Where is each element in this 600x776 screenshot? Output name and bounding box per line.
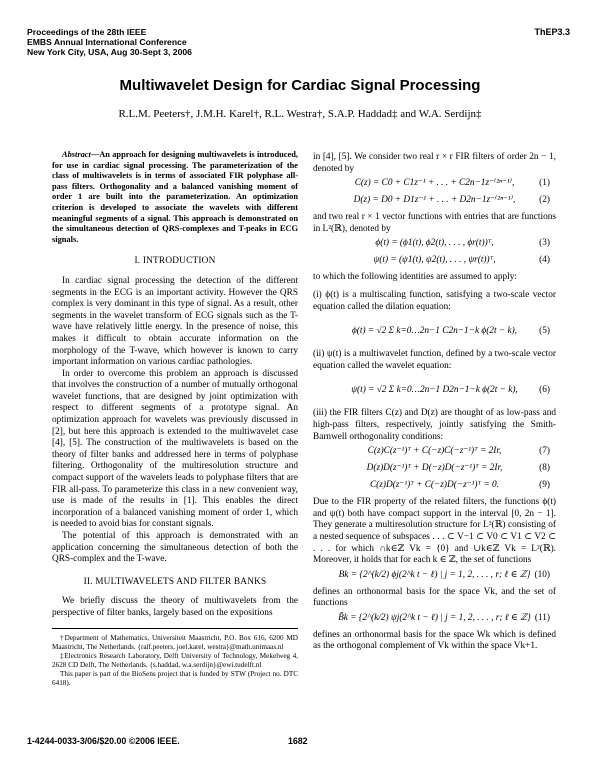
footnote-delft: ‡Electronics Research Laboratory, Delft University of Technology, Mekelweg 4, 2628 CD Delft, The Netherlands. {s.haddad, w.a.serdijn}@ewi.tudelft.nl bbox=[52, 651, 298, 669]
author-list: R.L.M. Peeters†, J.M.H. Karel†, R.L. Westra†, S.A.P. Haddad‡ and W.A. Serdijn‡ bbox=[118, 108, 482, 120]
equation-1-number: (1) bbox=[539, 178, 550, 189]
equation-7-body: C(z)C(z⁻¹)ᵀ + C(−z)C(−z⁻¹)ᵀ = 2Ir, bbox=[367, 446, 502, 457]
equation-7 bbox=[313, 446, 556, 460]
equation-2-number: (2) bbox=[539, 195, 550, 206]
footnotes bbox=[52, 628, 298, 688]
conference-header bbox=[27, 27, 192, 57]
equation-5-body: ϕ(t) = √2 Σ k=0…2n−1 C2n−1−k ϕ(2t − k), bbox=[351, 326, 518, 337]
isbn-copyright: 1-4244-0033-3/06/$20.00 ©2006 IEEE. bbox=[27, 736, 180, 746]
equation-11-body: B̃k = {2^(k/2) ψj(2^k t − ℓ) | j = 1, 2, . . . , r; ℓ ∈ ℤ} bbox=[338, 612, 531, 623]
right-text-6: (iii) the FIR filters C(z) and D(z) are thought of as low-pass and high-pass filters, respectively, jointly satisfying the Smith-Barnwell orthogonality conditions: bbox=[313, 408, 556, 442]
abstract-text: —An approach for designing multiwavelets is introduced, for use in cardiac signal processing. The parameterization of the class of multiwavelets is in terms of associated FIR polyphase all-pass filters. Orthogonality and a balanced vanishing moment of order 1 are built into the parameterization. An optimization criterion is developed to associate the wavelets with different meaningful segments of a signal. This approach is demonstrated on the simultaneous detection of QRS-complexes and T-peaks in ECG signals. bbox=[52, 150, 298, 244]
right-text-5: (ii) ψ(t) is a multiwavelet function, defined by a two-scale vector equation called the wavelet equation: bbox=[313, 349, 556, 371]
equation-11 bbox=[313, 613, 556, 627]
intro-heading: I. INTRODUCTION bbox=[134, 256, 216, 267]
equation-9-number: (9) bbox=[539, 480, 550, 491]
equation-10-number: (10) bbox=[534, 569, 550, 580]
equation-5 bbox=[313, 316, 556, 346]
intro-paragraph-3: The potential of this approach is demonstrated with an application concerning the simultaneous detection of both the QRS-complex and the T-wave. bbox=[52, 531, 298, 565]
session-code: ThEP3.3 bbox=[534, 27, 570, 37]
header-line-2: EMBS Annual International Conference bbox=[27, 37, 187, 47]
equation-4-body: ψ(t) = (ψ1(t), ψ2(t), . . . , ψr(t))ᵀ, bbox=[373, 255, 496, 266]
equation-1-body: C(z) = C0 + C1z⁻¹ + . . . + C2n−1z⁻⁽²ⁿ⁻¹⁾, bbox=[354, 178, 515, 189]
equation-4 bbox=[313, 255, 556, 269]
right-text-8: defines an orthonormal basis for the space Vk, and the set of functions bbox=[313, 586, 556, 609]
header-line-1: Proceedings of the 28th IEEE bbox=[27, 27, 147, 37]
right-column bbox=[313, 152, 556, 653]
right-text-9: defines an orthonormal basis for the space Wk which is defined as the orthogonal complement of Vk within the space Vk+1. bbox=[313, 629, 556, 652]
equation-4-number: (4) bbox=[539, 255, 550, 266]
abstract-label: Abstract bbox=[62, 150, 91, 159]
footnote-maastricht: †Department of Mathematics, Universiteit Maastricht, P.O. Box 616, 6200 MD Maastricht, The Netherlands. {ralf.peeters, joel.karel, westra}@math.unimaas.nl bbox=[52, 633, 298, 651]
equation-5-number: (5) bbox=[539, 326, 550, 337]
equation-7-number: (7) bbox=[539, 446, 550, 457]
equation-8-number: (8) bbox=[539, 463, 550, 474]
equation-6-number: (6) bbox=[539, 385, 550, 396]
equation-1 bbox=[313, 178, 556, 192]
equation-9 bbox=[313, 480, 556, 494]
multiwavelets-paragraph-1: We briefly discuss the theory of multiwavelets from the perspective of filter banks, largely based on the expositions bbox=[52, 596, 298, 618]
equation-2-body: D(z) = D0 + D1z⁻¹ + . . . + D2n−1z⁻⁽²ⁿ⁻¹⁾, bbox=[353, 195, 516, 206]
equation-9-body: C(z)D(z⁻¹)ᵀ + C(−z)D(−z⁻¹)ᵀ = 0. bbox=[369, 480, 499, 491]
equation-3 bbox=[313, 238, 556, 252]
right-text-2: and two real r × 1 vector functions with entries that are functions in L²(ℝ), denoted by bbox=[313, 212, 556, 234]
equation-6-body: ψ(t) = √2 Σ k=0…2n−1 D2n−1−k ϕ(2t − k), bbox=[351, 385, 518, 396]
right-text-7: Due to the FIR property of the related filters, the functions ϕ(t) and ψ(t) both have compact support in the interval [0, 2n − 1]. They generate a multiresolution structure for L²(ℝ) consisting of a nested sequence of subspaces . . . ⊂ V−1 ⊂ V0 ⊂ V1 ⊂ V2 ⊂ . . . for which ∩k∈ℤ Vk = {0} and ∪k∈ℤ Vk = L²(ℝ). Moreover, it holds that for each k ∈ ℤ, the set of functions bbox=[313, 497, 556, 566]
right-text-3: to which the following identities are assumed to apply: bbox=[313, 272, 517, 283]
equation-8 bbox=[313, 463, 556, 477]
equation-11-number: (11) bbox=[534, 612, 550, 623]
footnote-funding: This paper is part of the BioSens project that is funded by STW (Project no. DTC 6418). bbox=[52, 669, 298, 687]
equation-6 bbox=[313, 375, 556, 405]
paper-title: Multiwavelet Design for Cardiac Signal Processing bbox=[119, 77, 481, 94]
equation-10 bbox=[313, 570, 556, 584]
left-column bbox=[52, 150, 298, 688]
intro-paragraph-2: In order to overcome this problem an approach is discussed that involves the construction of a number of mutually orthogonal wavelet functions, that are designed by joint optimization with respect to different segments of a prototype signal. An optimization approach for wavelets was previously discussed in [2], but here this approach is extended to the multiwavelet case [4], [5]. The construction of the multiwavelets is based on the theory of filter banks and addressed here in terms of polyphase filtering. Orthogonality of the multiresolution structure and compact support of the wavelets leads to polyphase filters that are FIR all-pass. To parameterize this class in a new convenient way, use is made of the results in [1]. This enables the direct incorporation of a balanced vanishing moment of order 1, which is needed to avoid bias for constant signals. bbox=[52, 368, 298, 530]
header-line-3: New York City, USA, Aug 30-Sept 3, 2006 bbox=[27, 47, 192, 57]
equation-8-body: D(z)D(z⁻¹)ᵀ + D(−z)D(−z⁻¹)ᵀ = 2Ir, bbox=[366, 463, 503, 474]
abstract bbox=[52, 150, 298, 245]
equation-3-body: ϕ(t) = (ϕ1(t), ϕ2(t), . . . , ϕr(t))ᵀ, bbox=[375, 238, 494, 249]
right-text-4: (i) ϕ(t) is a multiscaling function, satisfying a two-scale vector equation called the dilation equation: bbox=[313, 289, 556, 312]
equation-10-body: Bk = {2^(k/2) ϕj(2^k t − ℓ) | j = 1, 2, . . . , r; ℓ ∈ ℤ} bbox=[338, 569, 531, 580]
page-number: 1682 bbox=[288, 736, 308, 746]
equation-2 bbox=[313, 195, 556, 209]
multiwavelets-heading: II. MULTIWAVELETS AND FILTER BANKS bbox=[83, 576, 267, 587]
equation-3-number: (3) bbox=[539, 238, 550, 249]
intro-paragraph-1: In cardiac signal processing the detection of the different segments in the ECG is an important activity. However the QRS complex is very dominant in this type of signal. As a result, other segments in the wavelet transform of ECG signals such as the T-wave have relatively little energy. In the presence of noise, this makes it difficult to obtain accurate information on the morphology of the T-wave, which however is known to carry important information on various cardiac pathologies. bbox=[52, 275, 298, 368]
right-text-1: in [4], [5]. We consider two real r × r FIR filters of order 2n − 1, denoted by bbox=[313, 152, 556, 174]
